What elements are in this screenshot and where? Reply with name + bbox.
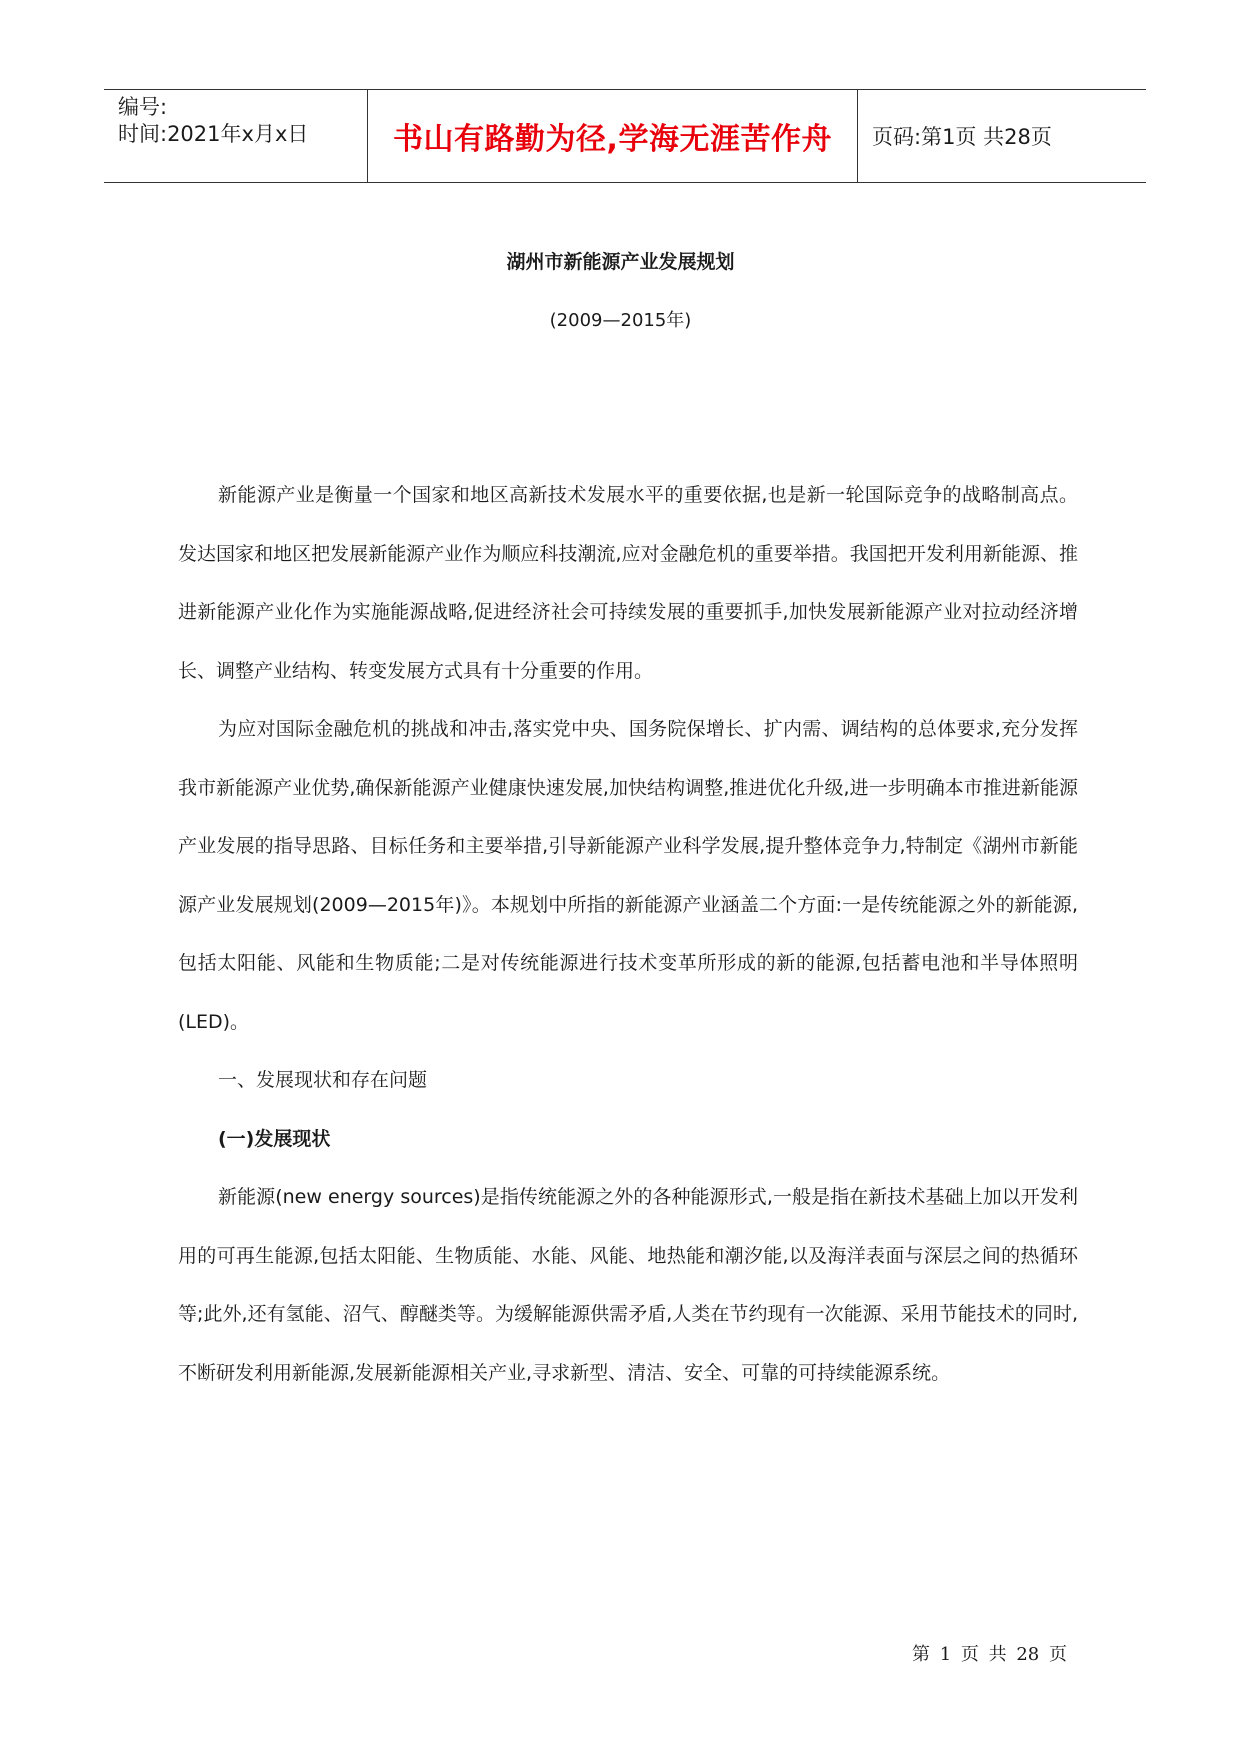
body-paragraph: 为应对国际金融危机的挑战和冲击,落实党中央、国务院保增长、扩内需、调结构的总体要求,充分发挥我市新能源产业优势,确保新能源产业健康快速发展,加快结构调整,推进优化升级,进一步明确本市推进新能源产业发展的指导思路、目标任务和主要举措,引导新能源产业科学发展,提升整体竞争力,特制定《湖州市新能源产业发展规划(2009—2015年)》。本规划中所指的新能源产业涵盖二个方面:一是传统能源之外的新能源,包括太阳能、风能和生物质能;二是对传统能源进行技术变革所形成的新的能源,包括蓄电池和半导体照明(LED)。 — [178, 718, 1078, 1033]
header-page-cell — [858, 90, 1146, 182]
subsection-heading: (一)发展现状 — [218, 1127, 331, 1150]
header-page-label: 页码:第1页 共28页 — [872, 125, 1052, 149]
header-slogan: 书山有路勤为径,学海无涯苦作舟 — [393, 122, 832, 157]
body-paragraph: 新能源(new energy sources)是指传统能源之外的各种能源形式,一般是指在新技术基础上加以开发利用的可再生能源,包括太阳能、生物质能、水能、风能、地热能和潮汐能,以及海洋表面与深层之间的热循环等;此外,还有氢能、沼气、醇醚类等。为缓解能源供需矛盾,人类在节约现有一次能源、采用节能技术的同时,不断研发利用新能源,发展新能源相关产业,寻求新型、清洁、安全、可靠的可持续能源系统。 — [178, 1186, 1078, 1384]
document-number-label: 编号: — [118, 95, 168, 119]
header-info-cell — [104, 90, 368, 182]
document-time-label: 时间:2021年x月x日 — [118, 122, 309, 146]
section-heading: 一、发展现状和存在问题 — [218, 1069, 428, 1091]
document-subtitle: (2009—2015年) — [549, 310, 692, 331]
page-header — [104, 89, 1146, 183]
header-slogan-cell — [368, 90, 858, 182]
document-body — [178, 466, 1078, 1402]
body-paragraph: 新能源产业是衡量一个国家和地区高新技术发展水平的重要依据,也是新一轮国际竞争的战略制高点。发达国家和地区把发展新能源产业作为顺应科技潮流,应对金融危机的重要举措。我国把开发利用新能源、推进新能源产业化作为实施能源战略,促进经济社会可持续发展的重要抓手,加快发展新能源产业对拉动经济增长、调整产业结构、转变发展方式具有十分重要的作用。 — [178, 484, 1078, 682]
document-title: 湖州市新能源产业发展规划 — [506, 251, 735, 273]
page-footer: 第 1 页 共 28 页 — [912, 1644, 1067, 1665]
